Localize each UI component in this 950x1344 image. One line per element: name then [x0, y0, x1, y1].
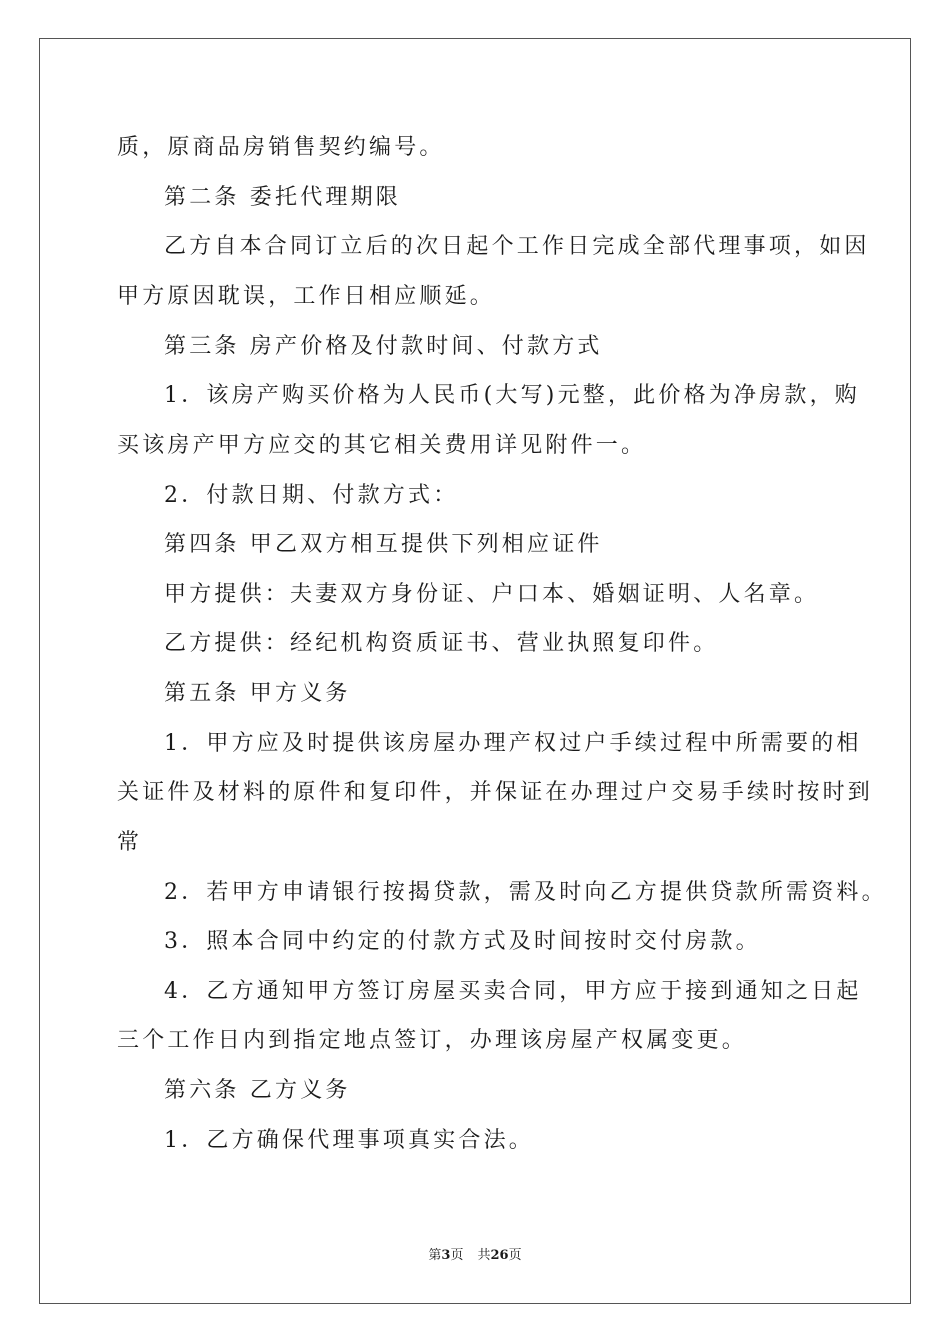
text-line-4: 甲方原因耽误，工作日相应顺延。: [117, 284, 496, 309]
text-line-21: 1．乙方确保代理事项真实合法。: [164, 1128, 534, 1153]
footer-total-suffix: 页: [508, 1248, 522, 1263]
text-line-7: 买该房产甲方应交的其它相关费用详见附件一。: [117, 433, 647, 458]
text-line-8: 2．付款日期、付款方式：: [164, 483, 459, 508]
text-line-14: 关证件及材料的原件和复印件，并保证在办理过户交易手续时按时到: [117, 780, 874, 805]
footer-total-prefix: 共: [477, 1248, 491, 1263]
text-line-11: 乙方提供：经纪机构资质证书、营业执照复印件。: [164, 631, 719, 656]
page-footer: [0, 1247, 950, 1265]
article-3-heading: 第三条 房产价格及付款时间、付款方式: [164, 334, 603, 359]
text-line-10: 甲方提供：夫妻双方身份证、户口本、婚姻证明、人名章。: [164, 582, 820, 607]
article-4-heading: 第四条 甲乙双方相互提供下列相应证件: [164, 532, 603, 557]
text-line-3: 乙方自本合同订立后的次日起个工作日完成全部代理事项，如因: [164, 234, 870, 259]
text-line-6: 1．该房产购买价格为人民币(大写)元整，此价格为净房款，购: [164, 383, 860, 408]
text-line-16: 2．若甲方申请银行按揭贷款，需及时向乙方提供贷款所需资料。: [164, 880, 887, 905]
text-line-13: 1．甲方应及时提供该房屋办理产权过户手续过程中所需要的相: [164, 731, 862, 756]
footer-page-number: 3: [441, 1248, 451, 1263]
page-border: [39, 38, 911, 1304]
footer-page-prefix: 第: [428, 1248, 442, 1263]
text-line-18: 4．乙方通知甲方签订房屋买卖合同，甲方应于接到通知之日起: [164, 979, 862, 1004]
text-line-19: 三个工作日内到指定地点签订，办理该房屋产权属变更。: [117, 1028, 748, 1053]
text-line-1: 质，原商品房销售契约编号。: [117, 135, 445, 160]
article-2-heading: 第二条 委托代理期限: [164, 185, 401, 210]
text-line-17: 3．照本合同中约定的付款方式及时间按时交付房款。: [164, 929, 761, 954]
article-5-heading: 第五条 甲方义务: [164, 681, 351, 706]
footer-total-pages: 26: [490, 1248, 509, 1263]
footer-page-suffix: 页: [450, 1248, 464, 1263]
text-line-15: 常: [117, 830, 143, 855]
article-6-heading: 第六条 乙方义务: [164, 1078, 351, 1103]
